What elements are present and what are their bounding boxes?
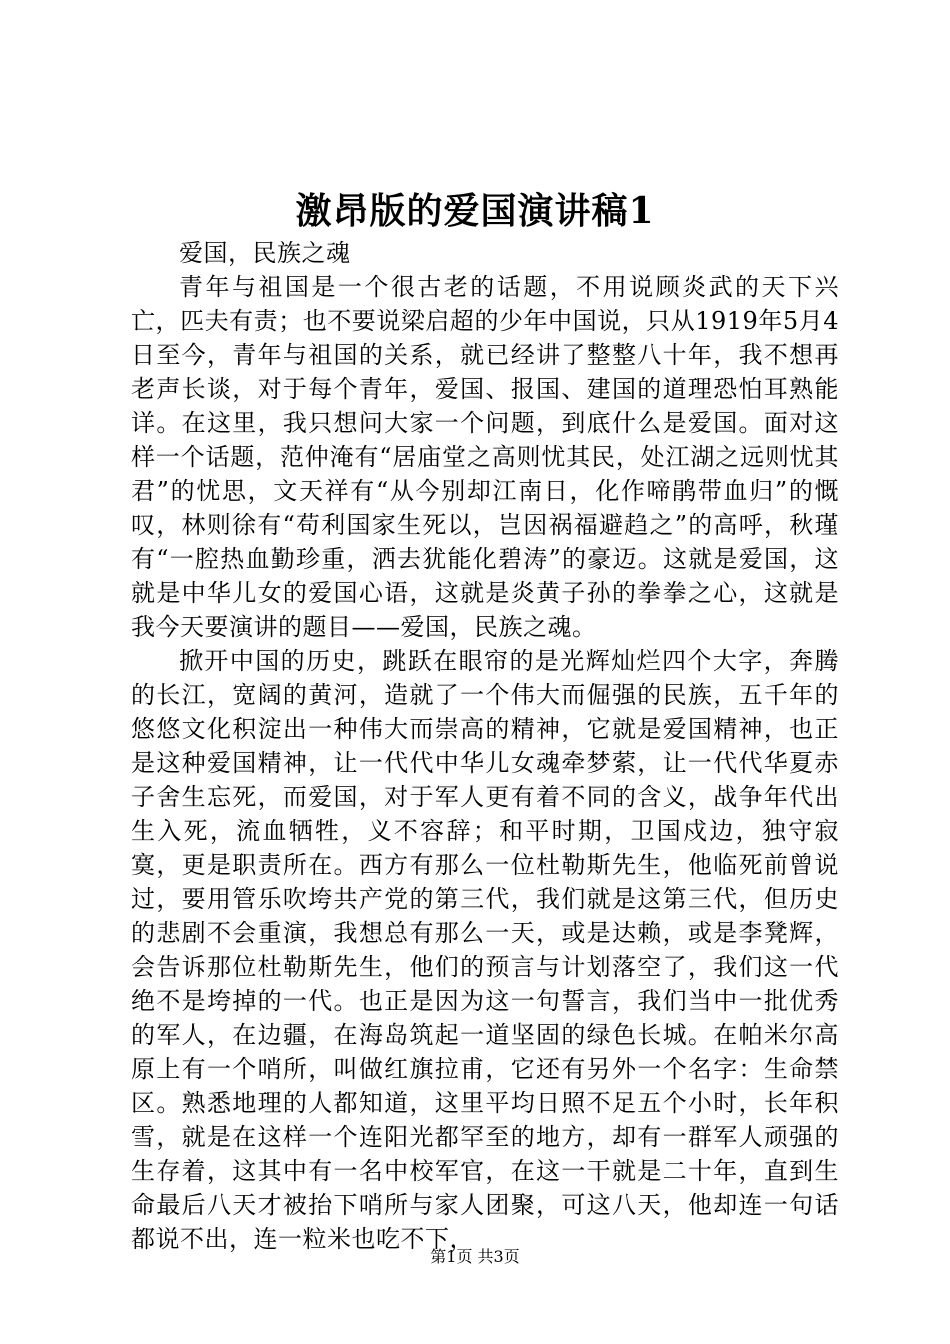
document-title: 激昂版的爱国演讲稿1 bbox=[295, 190, 655, 232]
page-footer: 第1页 共3页 bbox=[430, 1247, 520, 1266]
paragraph: 掀开中国的历史，跳跃在眼帘的是光辉灿烂四个大字，奔腾的长江，宽阔的黄河，造就了一个伟大而倔强的民族，五千年的悠悠文化积淀出一种伟大而崇高的精神，它就是爱国精神，也正是这种爱国精神，让一代代中华儿女魂牵梦萦，让一代代华夏赤子舍生忘死，而爱国，对于军人更有着不同的含义，战争年代出生入死，流血牺牲，义不容辞；和平时期，卫国戍边，独守寂寞，更是职责所在。西方有那么一位杜勒斯先生，他临死前曾说过，要用管乐吹垮共产党的第三代，我们就是这第三代，但历史的悲剧不会重演，我想总有那么一天，或是达赖，或是李凳辉，会告诉那位杜勒斯先生，他们的预言与计划落空了，我们这一代绝不是垮掉的一代。也正是因为这一句誓言，我们当中一批优秀的军人，在边疆，在海岛筑起一道坚固的绿色长城。在帕米尔高原上有一个哨所，叫做红旗拉甫，它还有另外一个名字：生命禁区。熟悉地理的人都知道，这里平均日照不足五个小时，长年积雪，就是在这样一个连阳光都罕至的地方，却有一群军人顽强的生存着，这其中有一名中校军官，在这一干就是二十年，直到生命最后八天才被抬下哨所与家人团聚，可这八天，他却连一句话都说不出，连一粒米也吃不下， bbox=[131, 647, 839, 1253]
paragraph: 青年与祖国是一个很古老的话题，不用说顾炎武的天下兴亡，匹夫有责；也不要说梁启超的少年中国说，只从1919年5月4日至今，青年与祖国的关系，就已经讲了整整八十年，我不想再老声长谈，对于每个青年，爱国、报国、建国的道理恐怕耳熟能详。在这里，我只想问大家一个问题，到底什么是爱国。面对这样一个话题，范仲淹有“居庙堂之高则忧其民，处江湖之远则忧其君”的忧思，文天祥有“从今别却江南日，化作啼鹃带血归”的慨叹，林则徐有“苟利国家生死以，岂因祸福避趋之”的高呼，秋瑾有“一腔热血勤珍重，洒去犹能化碧涛”的豪迈。这就是爱国，这就是中华儿女的爱国心语，这就是炎黄子孙的拳拳之心，这就是我今天要演讲的题目——爱国，民族之魂。 bbox=[131, 273, 839, 641]
paragraph-heading: 爱国，民族之魂 bbox=[179, 239, 351, 267]
document-body bbox=[131, 236, 839, 1256]
